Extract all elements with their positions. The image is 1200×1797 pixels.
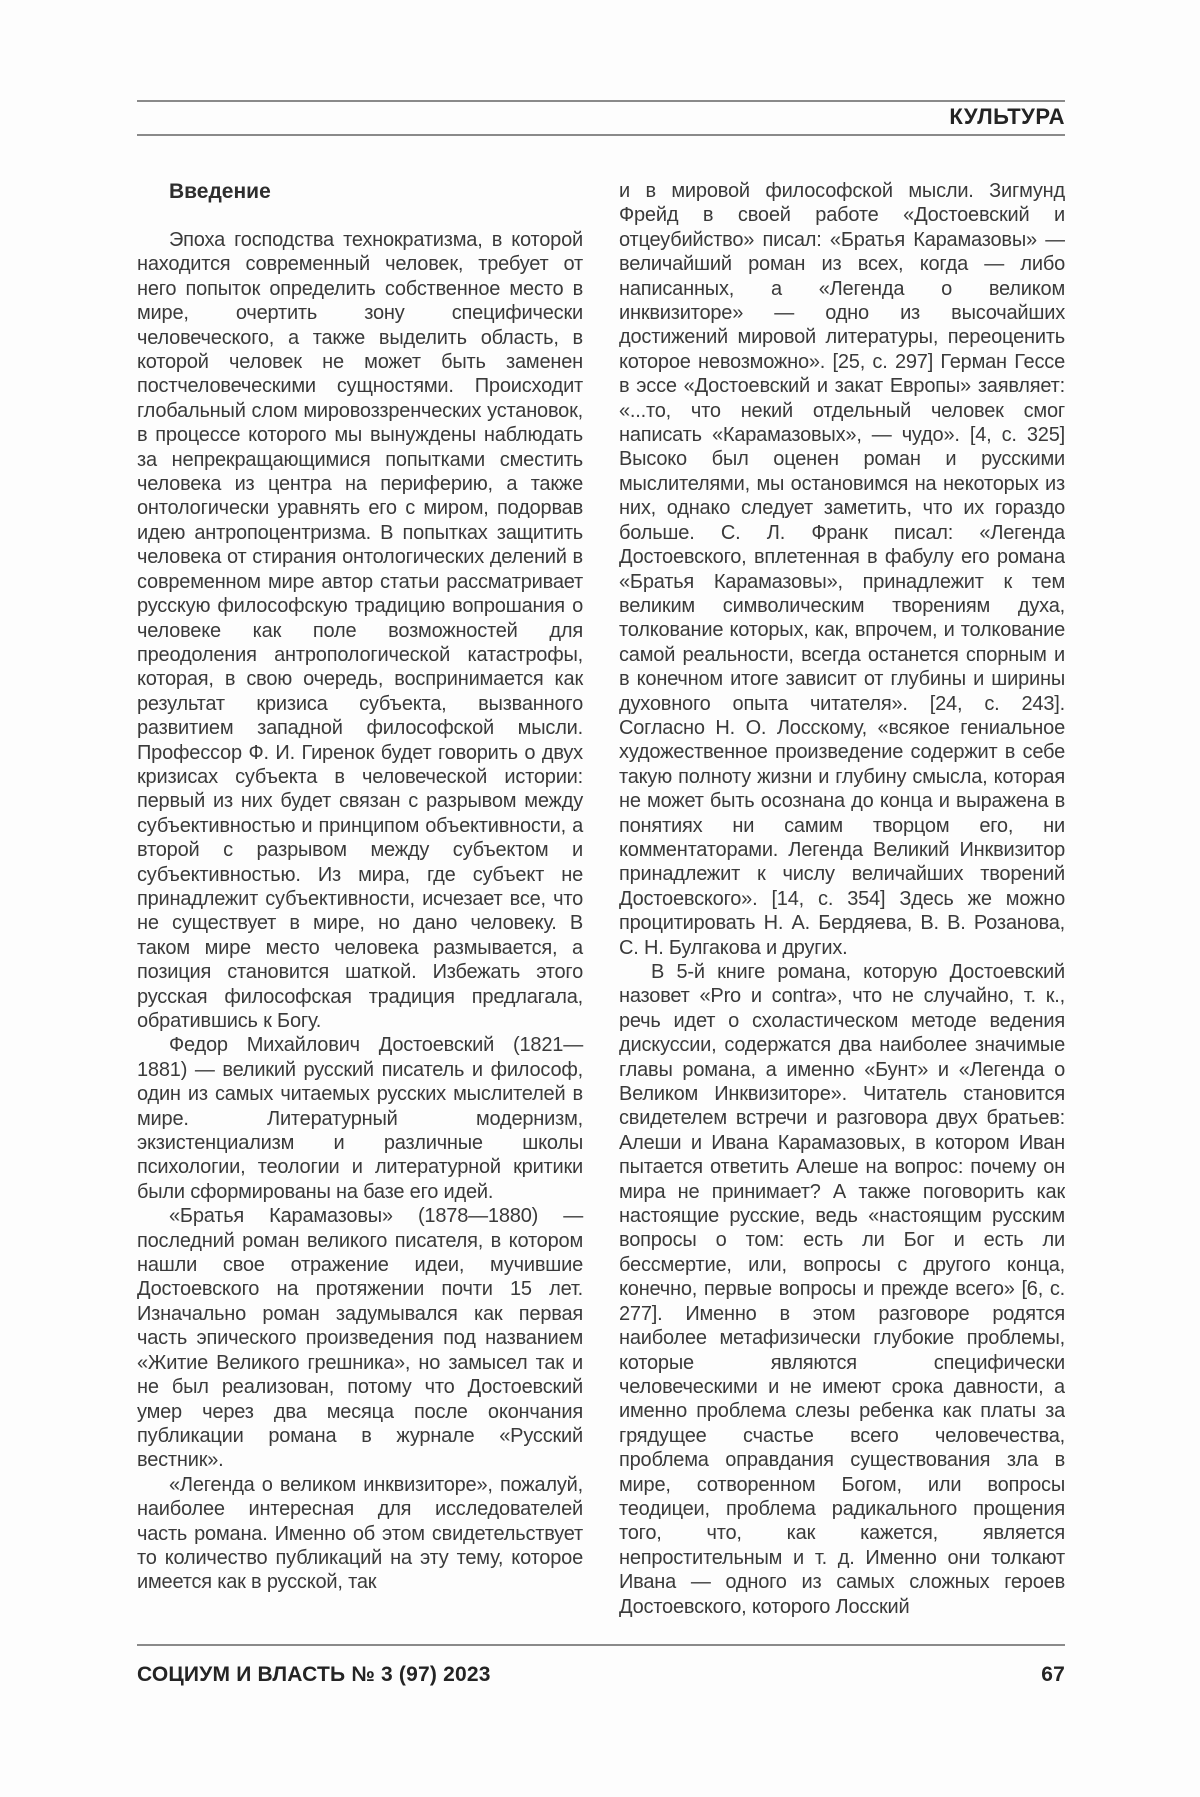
footer-rule — [137, 1644, 1065, 1646]
page-number: 67 — [1041, 1663, 1065, 1686]
header-rule-bottom — [137, 134, 1065, 136]
right-column — [619, 179, 1065, 1619]
journal-title: СОЦИУМ И ВЛАСТЬ № 3 (97) 2023 — [137, 1663, 491, 1686]
header-rule-top — [137, 100, 1065, 102]
article-heading: Введение — [169, 180, 271, 203]
paragraph-brothers-karamazov: «Братья Карамазовы» (1878—1880) — последний роман великого писателя, в котором нашли свое отражение идеи, мучившие Достоевского на протяжении почти 15 лет. Изначально роман задумывался как первая часть эпического произведения под названием «Житие Великого грешника», но замысел так и не был реализован, потому что Достоевский умер через два месяца после окончания публикации романа в журнале «Русский вестник». — [137, 1205, 583, 1472]
article-body — [137, 179, 1065, 1619]
paragraph-dostoevsky-bio: Федор Михайлович Достоевский (1821—1881) — великий русский писатель и философ, один из самых читаемых русских мыслителей в мире. Литературный модернизм, экзистенциализм и различные школы психологии, теологии и литературной критики были сформированы на базе его идей. — [137, 1034, 583, 1203]
paragraph-intro: Эпоха господства технократизма, в которой находится современный человек, требует от него попыток определить собственное место в мире, очертить зону специфически человеческого, а также выделить область, в которой человек не может быть заменен постчеловеческими сущностями. Происходит глобальный слом мировоззренческих установок, в процессе которого мы вынуждены наблюдать за непрекращающимися попытками сместить человека из центра на периферию, а также онтологически уравнять его с миром, подорвав идею антропоцентризма. В попытках защитить человека от стирания онтологических делений в современном мире автор статьи рассматривает русскую философскую традицию вопрошания о человеке как поле возможностей для преодоления антропологической катастрофы, которая, в свою очередь, воспринимается как результат кризиса субъекта, вызванного развитием западной философской мысли. Профессор Ф. И. Гиренок будет говорить о двух кризисах субъекта в человеческой истории: первый из них будет связан с разрывом между субъективностью и принципом объективности, а второй с разрывом между субъектом и субъективностью. Из мира, где субъект не принадлежит субъективности, исчезает все, что не существует в мире, но дано человеку. В таком мире место человека размывается, а позиция становится шаткой. Избежать этого русская философская традиция предлагала, обратившись к Богу. — [137, 229, 583, 1032]
paragraph-grand-inquisitor-start: «Легенда о великом инквизиторе», пожалуй, наиболее интересная для исследователей часть романа. Именно об этом свидетельствует то количество публикаций на эту тему, которое имеется как в русской, так — [137, 1473, 583, 1594]
left-column — [137, 179, 583, 1619]
paragraph-grand-inquisitor-continued: и в мировой философской мысли. Зигмунд Фрейд в своей работе «Достоевский и отцеубийство» писал: «Братья Карамазовы» — величайший роман из всех, когда — либо написанных, а «Легенда о великом инквизиторе» — одно из высочайших достижений мировой литературы, переоценить которое невозможно». [25, с. 297] Герман Гессе в эссе «Достоевский и закат Европы» заявляет: «...то, что некий отдельный человек смог написать «Карамазовых», — чудо». [4, с. 325] Высоко был оценен роман и русскими мыслителями, мы остановимся на некоторых из них, однако следует заметить, что их гораздо больше. С. Л. Франк писал: «Легенда Достоевского, вплетенная в фабулу его романа «Братья Карамазовы», принадлежит к тем великим символическим творениям духа, толкование которых, как, впрочем, и толкование самой реальности, всегда останется спорным и в конечном итоге зависит от глубины и ширины духовного опыта читателя». [24, с. 243]. Согласно Н. О. Лосскому, «всякое гениальное художественное произведение содержит в себе такую полноту жизни и глубину смысла, которая не может быть осознана до конца и выражена в понятиях ни самим творцом его, ни комментаторами. Легенда Великий Инквизитор принадлежит к числу величайших творений Достоевского». [14, с. 354] Здесь же можно процитировать Н. А. Бердяева, В. В. Розанова, С. Н. Булгакова и других. — [619, 180, 1065, 959]
paragraph-fifth-book: В 5-й книге романа, которую Достоевский назовет «Pro и contra», что не случайно, т. к., речь идет о схоластическом методе ведения дискуссии, содержатся два наиболее значимые главы романа, а именно «Бунт» и «Легенда о Великом Инквизиторе». Читатель становится свидетелем встречи и разговора двух братьев: Алеши и Ивана Карамазовых, в котором Иван пытается ответить Алеше на вопрос: почему он мира не принимает? А также поговорить как настоящие русские, ведь «настоящим русским вопросы о том: есть ли Бог и есть ли бессмертие, или, вопросы с другого конца, конечно, первые вопросы и прежде всего» [6, с. 277]. Именно в этом разговоре родятся наиболее метафизически глубокие проблемы, которые являются специфически человеческими и не имеют срока давности, а именно проблема слезы ребенка как платы за грядущее счастье всего человечества, проблема оправдания существования зла в мире, сотворенном Богом, или вопросы теодицеи, проблема радикального прощения того, что, как кажется, является непростительным и т. д. Именно они толкают Ивана — одного из самых сложных героев Достоевского, которого Лосский — [619, 961, 1065, 1618]
section-label: КУЛЬТУРА — [949, 104, 1065, 129]
footer — [137, 1663, 1065, 1687]
